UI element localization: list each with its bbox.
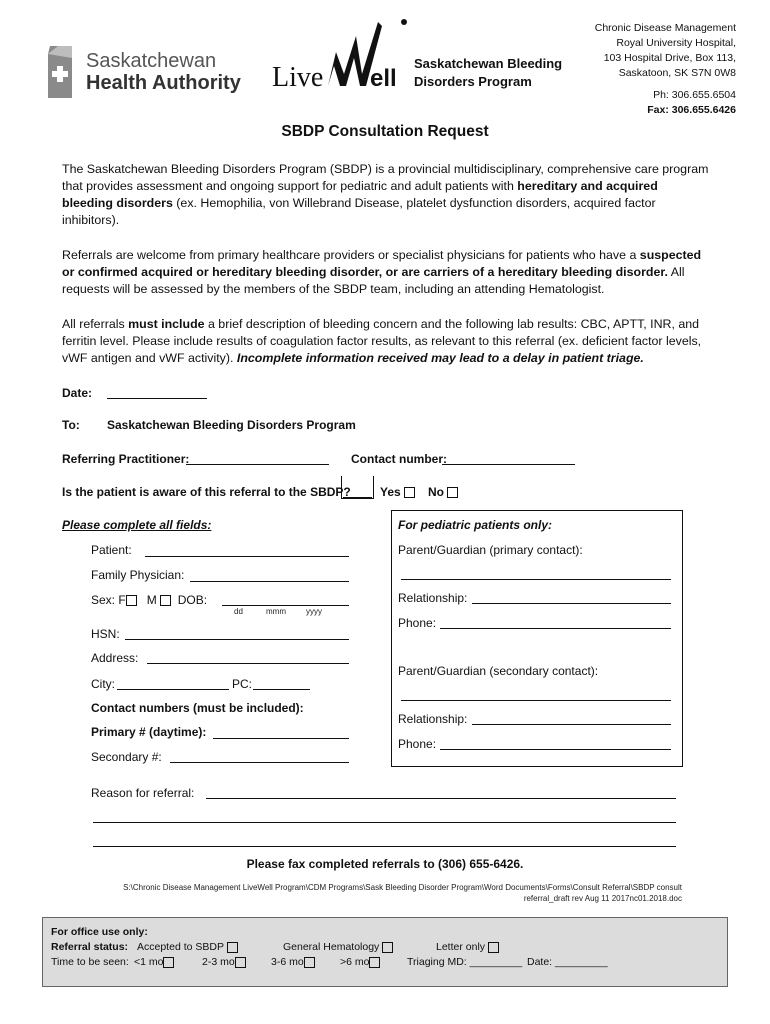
time-gt6-label: >6 mo (340, 956, 370, 968)
time-lt1-checkbox[interactable] (163, 957, 174, 968)
phone2-field[interactable] (440, 749, 671, 750)
city-field[interactable] (117, 689, 229, 690)
para1-text-a: The Saskatchewan Bleeding Disorders Program (SBDP) is a provincial multidisciplinary, comprehensive care program that provides assessment and ongoing support for pediatric and adult patients with (62, 162, 709, 193)
sha-cross-icon (44, 44, 76, 100)
time-lt1-label: <1 mo (134, 956, 164, 968)
time-gt6[interactable] (340, 956, 380, 968)
aware-underline (343, 497, 372, 498)
address-field[interactable] (147, 663, 349, 664)
office-use-box (42, 917, 728, 987)
yes-option[interactable] (380, 485, 415, 499)
secondary-label: Secondary #: (91, 750, 162, 764)
sha-line2: Health Authority (86, 72, 241, 94)
reason-field[interactable] (206, 798, 676, 799)
program-name (414, 55, 562, 91)
date-label: Date: (62, 386, 93, 400)
to-value: Saskatchewan Bleeding Disorders Program (107, 418, 356, 432)
contact-block (595, 21, 736, 118)
time-2-3-checkbox[interactable] (235, 957, 246, 968)
status-accepted-checkbox[interactable] (227, 942, 238, 953)
status-hematology-label: General Hematology (283, 941, 380, 953)
aware-label: Is the patient is aware of this referral to the SBDP? (62, 485, 351, 499)
no-option[interactable] (428, 485, 458, 499)
relationship2-field[interactable] (472, 724, 671, 725)
no-label: No (428, 485, 444, 499)
status-hematology-checkbox[interactable] (382, 942, 393, 953)
sex-label: Sex: (91, 593, 116, 607)
no-checkbox[interactable] (447, 487, 458, 498)
para3-bold: must include (128, 317, 205, 331)
guardian2-label: Parent/Guardian (secondary contact): (398, 664, 599, 678)
hsn-field[interactable] (125, 639, 349, 640)
para2-text-a: Referrals are welcome from primary healthcare providers or specialist physicians for patients who have a (62, 248, 640, 262)
pc-label: PC: (232, 677, 253, 691)
triaging-md[interactable]: Triaging MD: _________ (407, 956, 523, 968)
time-3-6[interactable] (271, 956, 315, 968)
guardian1-label: Parent/Guardian (primary contact): (398, 543, 583, 557)
program-line1: Saskatchewan Bleeding (414, 56, 563, 71)
contact-number-field[interactable] (442, 464, 575, 465)
pc-field[interactable] (253, 689, 310, 690)
para3-text-c: a brief description of bleeding concern and the following lab results: CBC, APTT, INR, and ferritin level. Please include results of coagulation factor results, as relevant to this referral (ex. deficient factor levels, vWF antigen and vWF activity). (62, 317, 702, 365)
dob-label: DOB: (177, 593, 208, 607)
file-path (80, 882, 682, 904)
left-heading: Please complete all fields: (62, 518, 212, 532)
address-line: Saskatoon, SK S7N 0W8 (618, 67, 736, 79)
status-letter-checkbox[interactable] (488, 942, 499, 953)
sex-f-label: F (118, 593, 126, 607)
aware-checkbox-area[interactable] (341, 476, 374, 499)
secondary-field[interactable] (170, 762, 349, 763)
livewell-logo (270, 14, 410, 94)
phone-text: Ph: 306.655.6504 (653, 89, 736, 101)
sha-line1: Saskatchewan (86, 50, 217, 72)
para3-warning: Incomplete information received may lead to a delay in patient triage. (236, 351, 644, 365)
patient-field[interactable] (145, 556, 349, 557)
fax-text: Fax: 306.655.6426 (647, 104, 736, 116)
referral-paragraph (62, 247, 712, 298)
reason-label: Reason for referral: (91, 786, 195, 800)
relationship1-field[interactable] (472, 603, 671, 604)
patient-label: Patient: (91, 543, 132, 557)
time-2-3[interactable] (202, 956, 246, 968)
contact-numbers-label: Contact numbers (must be included): (91, 701, 304, 715)
para1-text-c: (ex. Hemophilia, von Willebrand Disease, platelet dysfunction disorders, acquired factor inhibitors). (62, 196, 656, 227)
para3-text-a: All referrals (62, 317, 129, 331)
city-label: City: (91, 677, 115, 691)
status-letter-label: Letter only (436, 941, 486, 953)
right-heading: For pediatric patients only: (398, 518, 553, 532)
time-label: Time to be seen: (51, 956, 129, 968)
family-physician-label: Family Physician: (91, 568, 185, 582)
practitioner-field[interactable] (186, 464, 329, 465)
address-line: Chronic Disease Management (594, 22, 736, 34)
fax-instruction: Please fax completed referrals to (306) 655-6426. (246, 857, 524, 871)
referral-status-label: Referral status: (51, 941, 129, 953)
file-path-line1: S:\Chronic Disease Management LiveWell Program\CDM Programs\Sask Bleeding Disorder Program\Word Documents\Forms\Consult Referral\SBDP consult (123, 883, 682, 892)
status-accepted[interactable] (137, 941, 238, 953)
address-label: Address: (91, 651, 139, 665)
sex-row (91, 593, 207, 607)
address-line: 103 Hospital Drive, Box 113, (603, 52, 736, 64)
address-line: Royal University Hospital, (616, 37, 736, 49)
hsn-label: HSN: (91, 627, 120, 641)
yes-checkbox[interactable] (404, 487, 415, 498)
reason-line-2[interactable] (93, 822, 676, 823)
time-gt6-checkbox[interactable] (369, 957, 380, 968)
sex-m-label: M (146, 593, 157, 607)
yes-label: Yes (380, 485, 401, 499)
status-accepted-label: Accepted to SBDP (137, 941, 224, 953)
office-heading: For office use only: (51, 926, 148, 938)
dob-yyyy: yyyy (306, 607, 322, 616)
primary-field[interactable] (213, 738, 349, 739)
para2-text-c: All requests will be assessed by the members of the SBDP team, including an attending Hematologist. (62, 265, 685, 296)
para1-bold: hereditary and acquired bleeding disorders (62, 179, 658, 210)
relationship1-label: Relationship: (398, 591, 468, 605)
relationship2-label: Relationship: (398, 712, 468, 726)
date-field[interactable] (107, 398, 207, 399)
primary-label: Primary # (daytime): (91, 725, 207, 739)
dob-field[interactable] (222, 605, 349, 606)
svg-text:ell: ell (370, 65, 397, 92)
to-label: To: (62, 418, 80, 432)
time-lt1[interactable] (134, 956, 174, 968)
file-path-line2: referral_draft rev Aug 11 2017nc01.2018.doc (523, 894, 682, 903)
requirements-paragraph (62, 316, 712, 367)
dob-mmm: mmm (266, 607, 286, 616)
guardian2-field[interactable] (401, 700, 671, 701)
status-letter[interactable] (436, 941, 499, 953)
sex-m-checkbox[interactable] (160, 595, 171, 606)
dob-dd: dd (234, 607, 243, 616)
phone2-label: Phone: (398, 737, 437, 751)
phone1-label: Phone: (398, 616, 437, 630)
page-title: SBDP Consultation Request (281, 123, 489, 140)
family-physician-field[interactable] (190, 581, 349, 582)
guardian1-field[interactable] (401, 579, 671, 580)
office-date[interactable]: Date: _________ (527, 956, 608, 968)
reason-line-3[interactable] (93, 846, 676, 847)
sex-f-checkbox[interactable] (126, 595, 137, 606)
sha-logo (44, 44, 241, 100)
intro-paragraph (62, 161, 712, 229)
time-3-6-checkbox[interactable] (304, 957, 315, 968)
status-hematology[interactable] (283, 941, 393, 953)
phone1-field[interactable] (440, 628, 671, 629)
contact-number-label: Contact number: (351, 452, 447, 466)
svg-text:Live: Live (272, 62, 324, 93)
practitioner-label: Referring Practitioner: (62, 452, 190, 466)
time-2-3-label: 2-3 mo (202, 956, 235, 968)
program-line2: Disorders Program (414, 74, 532, 89)
para2-bold: suspected or confirmed acquired or hereditary bleeding disorder, or are carriers of a hereditary bleeding disorder. (62, 248, 702, 279)
time-3-6-label: 3-6 mo (271, 956, 304, 968)
